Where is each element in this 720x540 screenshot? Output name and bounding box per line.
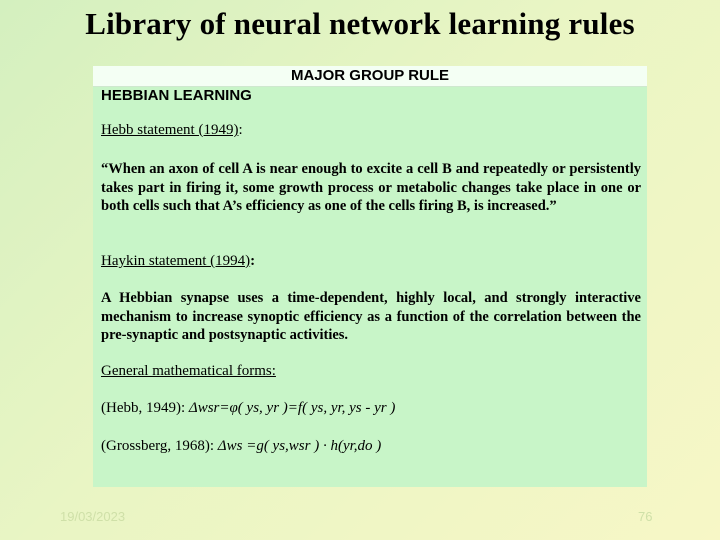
grossberg-formula-expression: Δws =g( ys,wsr ) · h(yr,do ): [217, 438, 382, 454]
grossberg-formula-prefix: (Grossberg, 1968):: [101, 438, 218, 454]
section-heading: HEBBIAN LEARNING: [101, 87, 252, 104]
footer-date: 19/03/2023: [60, 509, 126, 524]
hebb-formula: [101, 400, 395, 417]
hebb-quote: “When an axon of cell A is near enough to excite a cell B and repeatedly or persistently takes part in firing it, some growth process or metabolic changes take place in one or both cells such that A’s efficiency as one of the cells firing B, is increased.”: [101, 161, 641, 214]
hebb-statement-label-text: Hebb statement (1949): [101, 122, 239, 138]
slide-title: Library of neural network learning rules: [85, 6, 635, 41]
haykin-statement-label: [101, 253, 255, 270]
rule-panel: [93, 66, 647, 487]
haykin-statement-colon: :: [250, 253, 256, 269]
haykin-statement-label-text: Haykin statement (1994): [101, 253, 251, 269]
panel-header: MAJOR GROUP RULE: [93, 66, 647, 87]
haykin-text: A Hebbian synapse uses a time-dependent, highly local, and strongly interactive mechanism to increase synoptic efficiency as a function of the correlation between the pre-synaptic and postsynaptic activities.: [101, 290, 641, 343]
hebb-statement-label: [101, 122, 243, 139]
grossberg-formula: [101, 438, 381, 455]
hebb-formula-prefix: (Hebb, 1949):: [101, 400, 189, 416]
page-number: 76: [638, 509, 653, 524]
math-forms-label: General mathematical forms:: [101, 363, 276, 379]
hebb-formula-expression: Δwsr=φ( ys, yr )=f( ys, yr, ys - yr ): [188, 400, 396, 416]
hebb-statement-colon: :: [238, 122, 243, 138]
